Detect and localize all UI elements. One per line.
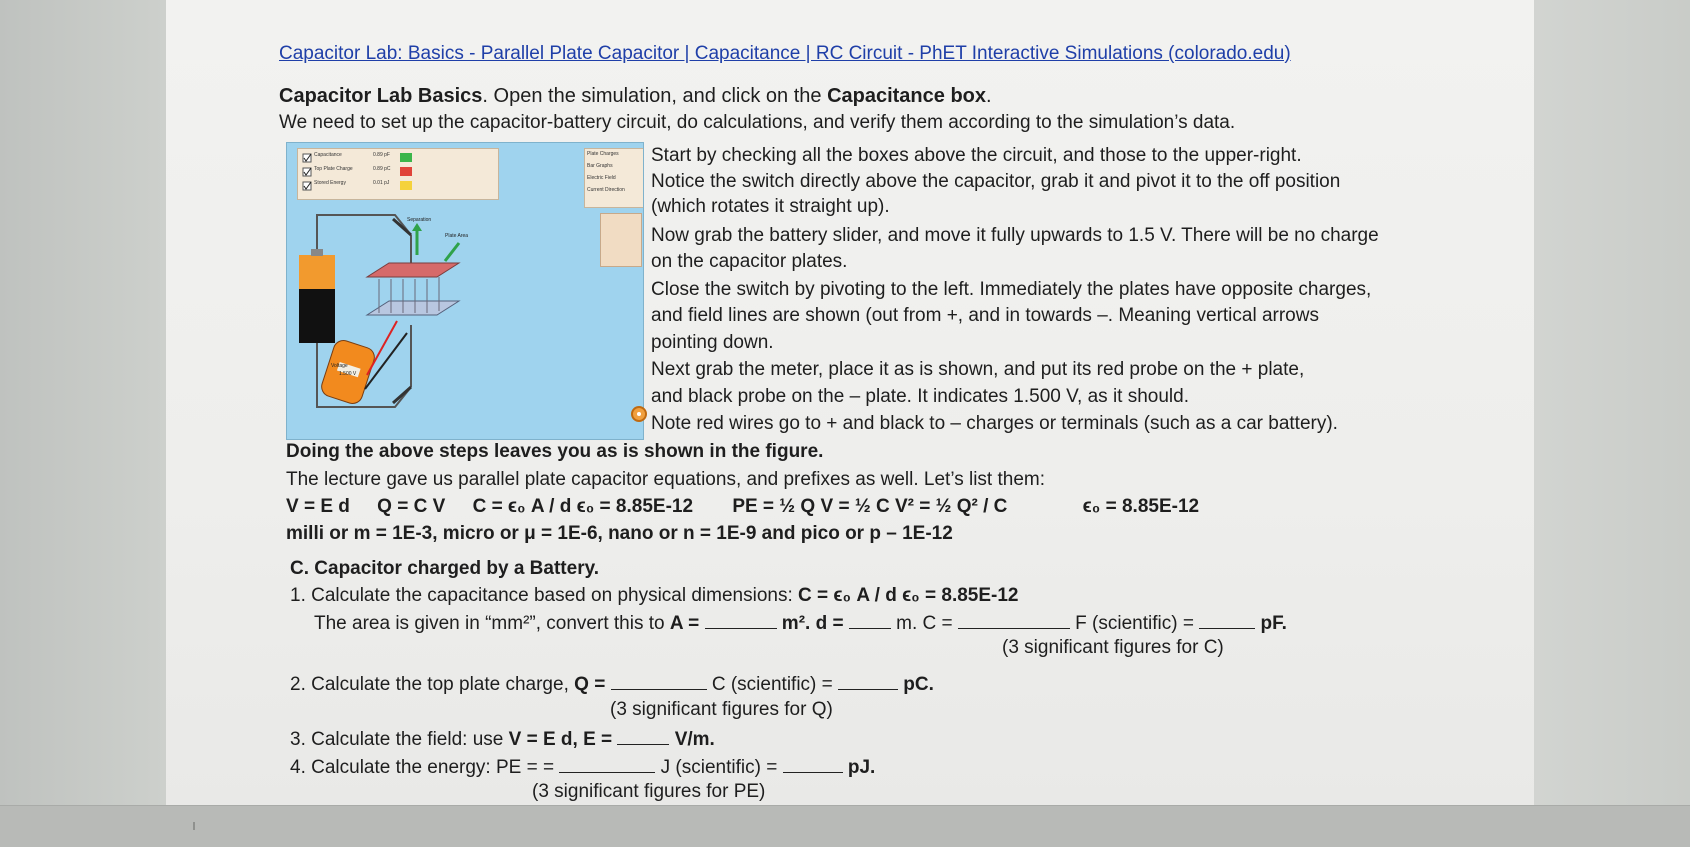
area-label: A = — [669, 613, 705, 634]
intro-title-rest-1: . Open the simulation, and click on the — [482, 85, 828, 107]
field-unit: V/m. — [669, 729, 715, 750]
separation-label: Separation — [407, 217, 432, 223]
plate-charges-checkbox[interactable]: Plate Charges — [587, 151, 619, 157]
instruction-line: Next grab the meter, place it as is shown, and put its red probe on the + plate, — [651, 359, 1305, 380]
reset-icon[interactable] — [631, 406, 647, 422]
instruction-line: Start by checking all the boxes above the circuit, and those to the upper-right. — [651, 145, 1302, 166]
question-1-note: (3 significant figures for C) — [1002, 637, 1224, 658]
separation-arrowhead — [412, 223, 422, 231]
charge-value: 0.89 pC — [373, 166, 391, 172]
question-2-text: 2. Calculate the top plate charge, — [290, 674, 575, 695]
question-3 — [290, 726, 715, 752]
battery-body — [299, 289, 335, 343]
intro-title — [279, 84, 992, 108]
area-blank[interactable] — [705, 610, 777, 629]
instruction-line: Notice the switch directly above the capacitor, grab it and pivot it to the off position — [651, 171, 1341, 192]
capacitance-checkbox-label[interactable]: Capacitance — [314, 152, 342, 158]
question-2 — [290, 671, 934, 697]
pc-unit: pC. — [898, 674, 934, 695]
field-blank[interactable] — [617, 726, 669, 745]
separation-blank[interactable] — [849, 610, 891, 629]
question-1-formula: C = ϵ₀ A / d ϵ₀ = 8.85E-12 — [798, 585, 1019, 606]
summary-line: Doing the above steps leaves you as is shown in the figure. — [286, 441, 824, 462]
stored-energy-checkbox-label[interactable]: Stored Energy — [314, 180, 346, 186]
area-unit: m². d = — [776, 613, 849, 634]
question-1-text: 1. Calculate the capacitance based on physical dimensions: — [290, 585, 799, 606]
question-1-area-text: The area is given in “mm²”, convert this to — [314, 613, 670, 634]
equation-energy: PE = ½ Q V = ½ C V² = ½ Q² / C — [732, 496, 1008, 517]
circuit-diagram — [287, 143, 643, 439]
equation-qcv: Q = C V — [377, 496, 446, 517]
header-link-row — [279, 42, 1291, 66]
instruction-line: pointing down. — [651, 332, 774, 353]
question-4-text: 4. Calculate the energy: PE = = — [290, 757, 560, 778]
instruction-line: Close the switch by pivoting to the left. Immediately the plates have opposite charges, — [651, 279, 1372, 300]
instruction-line: and black probe on the – plate. It indicates 1.500 V, as it should. — [651, 386, 1190, 407]
equations-intro: The lecture gave us parallel plate capacitor equations, and prefixes as well. Let’s list them: — [286, 469, 1046, 490]
battery-orange-cap — [299, 255, 335, 289]
question-1-answer-row — [314, 610, 1287, 636]
prefixes-line: milli or m = 1E-3, micro or μ = 1E-6, nano or n = 1E-9 and pico or p – 1E-12 — [286, 523, 953, 544]
charge-pc-blank[interactable] — [838, 671, 898, 690]
background-left — [0, 0, 166, 846]
energy-unit: J (scientific) = — [655, 757, 783, 778]
energy-pj-blank[interactable] — [783, 754, 843, 773]
question-1 — [290, 584, 1019, 608]
equations-row — [286, 495, 1199, 519]
battery-terminal — [311, 249, 323, 256]
question-2-note: (3 significant figures for Q) — [610, 699, 833, 720]
energy-value: 0.01 pJ — [373, 180, 390, 186]
pf-unit: pF. — [1255, 613, 1287, 634]
capacitance-value: 0.89 pF — [373, 152, 390, 158]
top-plate — [367, 263, 459, 277]
bar-graphs-checkbox[interactable]: Bar Graphs — [587, 163, 613, 169]
simulation-figure — [286, 142, 644, 440]
intro-title-rest-2: . — [986, 85, 992, 107]
switch-bottom — [393, 387, 411, 403]
capacitance-pf-blank[interactable] — [1199, 610, 1255, 629]
instruction-line: on the capacitor plates. — [651, 251, 848, 272]
bottom-bar — [0, 805, 1690, 847]
bottom-bar-marker — [193, 822, 195, 830]
instruction-line: (which rotates it straight up). — [651, 196, 890, 217]
charge-label: Q = — [574, 674, 611, 695]
question-4-note: (3 significant figures for PE) — [532, 781, 766, 802]
simulation-link[interactable]: Capacitor Lab: Basics - Parallel Plate Capacitor | Capacitance | RC Circuit - PhET Interactive Simulations (colorado.edu) — [279, 43, 1291, 64]
current-direction-checkbox[interactable]: Current Direction — [587, 187, 625, 193]
area-label-sim: Plate Area — [445, 233, 469, 239]
pj-unit: pJ. — [842, 757, 876, 778]
intro-title-bold-2: Capacitance box — [827, 85, 987, 107]
meter-value: 1.500 V — [339, 371, 357, 377]
equation-epsilon: ϵ₀ = 8.85E-12 — [1082, 496, 1200, 517]
capacitance-unit: F (scientific) = — [1069, 613, 1200, 634]
instruction-line: and field lines are shown (out from +, and in towards –. Meaning vertical arrows — [651, 305, 1319, 326]
equation-ved: V = E d — [286, 496, 350, 517]
energy-blank[interactable] — [559, 754, 655, 773]
field-equation: V = E d, E = — [508, 729, 618, 750]
charge-unit: C (scientific) = — [706, 674, 839, 695]
intro-line-2: We need to set up the capacitor-battery circuit, do calculations, and verify them according to the simulation’s data. — [279, 112, 1236, 133]
meter-label: Voltage — [331, 363, 348, 369]
top-plate-charge-checkbox-label[interactable]: Top Plate Charge — [314, 166, 353, 172]
separation-unit: m. C = — [890, 613, 958, 634]
area-arrow — [445, 243, 459, 261]
section-title: C. Capacitor charged by a Battery. — [290, 558, 600, 579]
question-3-text: 3. Calculate the field: use — [290, 729, 509, 750]
instruction-line: Note red wires go to + and black to – charges or terminals (such as a car battery). — [651, 413, 1338, 434]
bottom-plate — [367, 301, 459, 315]
electric-field-checkbox[interactable]: Electric Field — [587, 175, 616, 181]
question-4 — [290, 754, 875, 780]
capacitance-blank[interactable] — [958, 610, 1070, 629]
charge-blank[interactable] — [611, 671, 707, 690]
intro-title-bold: Capacitor Lab Basics — [279, 85, 483, 107]
equation-capacitance: C = ϵ₀ A / d ϵ₀ = 8.85E-12 — [472, 496, 694, 517]
instruction-line: Now grab the battery slider, and move it fully upwards to 1.5 V. There will be no charge — [651, 225, 1379, 246]
